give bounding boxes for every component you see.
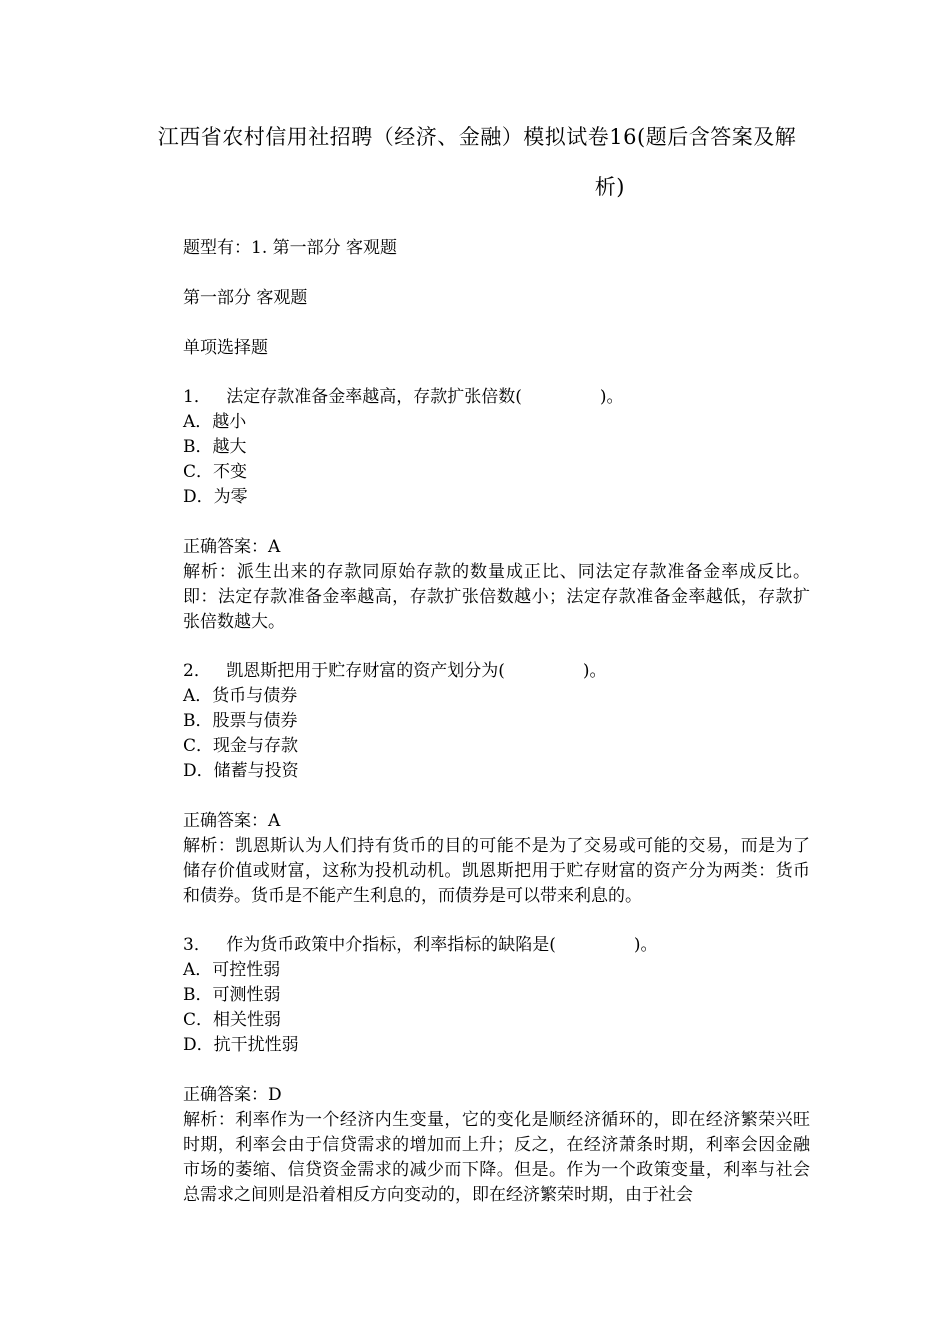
question-type-line: 题型有：1. 第一部分 客观题 [183,238,398,258]
question-number: 2． [183,661,211,681]
question-2-option-c: C．现金与存款 [183,736,299,756]
question-2-option-a: A．货币与债券 [183,686,298,706]
question-1-stem [183,385,624,409]
question-stem-before: 凯恩斯把用于贮存财富的资产划分为( [226,661,505,681]
question-3-answer: 正确答案：D [183,1085,282,1105]
question-1-option-d: D．为零 [183,487,248,507]
question-2-option-d: D．储蓄与投资 [183,761,299,781]
question-1-option-b: B．越大 [183,437,247,457]
question-3-analysis [144,1108,810,1208]
question-3-option-b: B．可测性弱 [183,985,281,1005]
question-1-answer: 正确答案：A [183,537,281,557]
analysis-text: 解析：派生出来的存款同原始存款的数量成正比、同法定存款准备金率成反比。即：法定存款准备金率越高，存款扩张倍数越小；法定存款准备金率越低，存款扩张倍数越大。 [183,562,810,632]
question-stem-after: )。 [582,661,607,681]
question-3-stem [183,933,658,957]
question-3-option-c: C．相关性弱 [183,1010,282,1030]
title-line-1: 江西省农村信用社招聘（经济、金融）模拟试卷16(题后含答案及解 [157,125,797,149]
question-number: 1． [183,387,211,407]
question-stem-before: 作为货币政策中介指标，利率指标的缺陷是( [226,935,556,955]
question-stem-before: 法定存款准备金率越高，存款扩张倍数( [226,387,522,407]
analysis-text: 解析：利率作为一个经济内生变量，它的变化是顺经济循环的，即在经济繁荣兴旺时期，利率会由于信贷需求的增加而上升；反之，在经济萧条时期，利率会因金融市场的萎缩、信贷资金需求的减少而下降。但是。作为一个政策变量，利率与社会总需求之间则是沿着相反方向变动的，即在经济繁荣时期，由于社会 [183,1110,810,1205]
question-1-option-c: C．不变 [183,462,248,482]
section-heading: 单项选择题 [183,338,268,358]
question-2-stem [183,659,607,683]
question-2-analysis [144,834,810,909]
question-3-option-d: D．抗干扰性弱 [183,1035,299,1055]
question-stem-after: )。 [633,935,658,955]
question-2-option-b: B．股票与债券 [183,711,298,731]
question-1-option-a: A．越小 [183,412,247,432]
part-heading: 第一部分 客观题 [183,288,308,308]
question-1-analysis [144,560,810,635]
question-stem-after: )。 [599,387,624,407]
document-title [144,112,810,212]
analysis-text: 解析：凯恩斯认为人们持有货币的目的可能不是为了交易或可能的交易，而是为了储存价值或财富，这称为投机动机。凯恩斯把用于贮存财富的资产分为两类：货币和债券。货币是不能产生利息的，而债券是可以带来利息的。 [183,836,810,906]
question-3-option-a: A．可控性弱 [183,960,281,980]
title-line-2: 析) [594,175,625,199]
question-number: 3． [183,935,211,955]
question-2-answer: 正确答案：A [183,811,281,831]
